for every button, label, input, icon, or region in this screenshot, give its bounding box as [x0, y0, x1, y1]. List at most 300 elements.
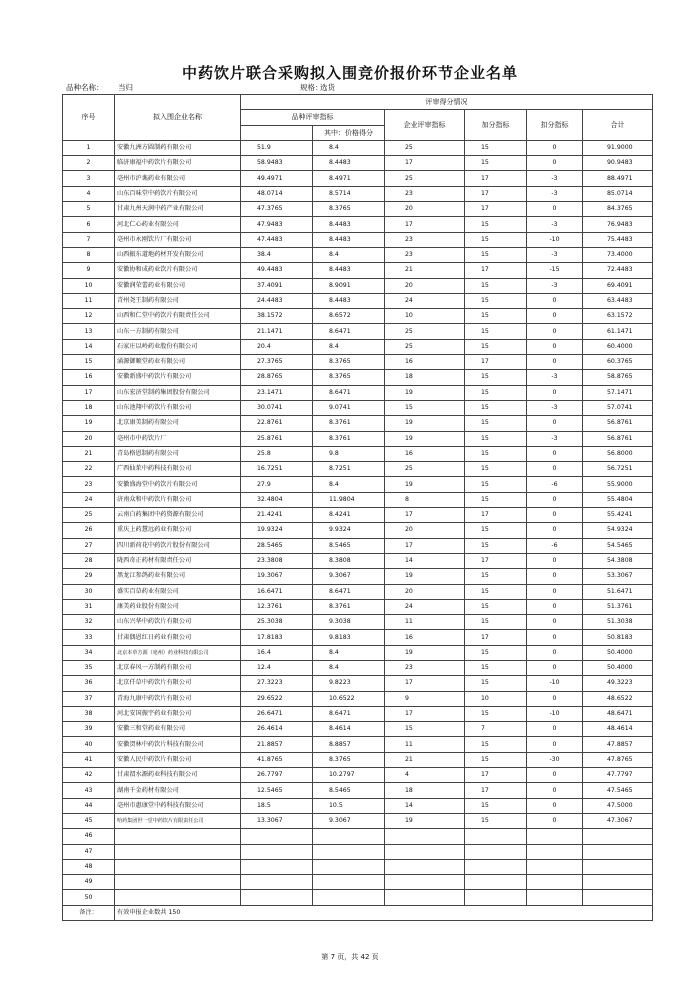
- cell-deduction: 0: [527, 293, 583, 308]
- cell-no: 11: [63, 293, 115, 308]
- cell-total: 56.8000: [583, 446, 653, 461]
- cell-deduction: 0: [527, 324, 583, 339]
- cell-company: 济南众和中药饮片有限公司: [115, 492, 241, 507]
- variety-value: 当归: [118, 83, 133, 92]
- cell-no: 7: [63, 232, 115, 247]
- cell-company-score: 16: [385, 630, 465, 645]
- cell-deduction: 0: [527, 202, 583, 217]
- cell-no: 49: [63, 875, 115, 890]
- cell-company: 广西仙茱中药科技有限公司: [115, 462, 241, 477]
- table-row: [63, 813, 653, 828]
- cell-no: 50: [63, 890, 115, 905]
- cell-company-score: [385, 859, 465, 874]
- cell-price-score: 9.3038: [313, 615, 385, 630]
- cell-company-score: 20: [385, 584, 465, 599]
- cell-company: 安徽三和堂药业有限公司: [115, 722, 241, 737]
- table-row: [63, 584, 653, 599]
- cell-no: 25: [63, 508, 115, 523]
- cell-company: 四川新荷花中药饮片股份有限公司: [115, 538, 241, 553]
- cell-no: 13: [63, 324, 115, 339]
- cell-total: 51.6471: [583, 584, 653, 599]
- cell-deduction: -6: [527, 538, 583, 553]
- cell-no: 40: [63, 737, 115, 752]
- cell-company-score: 20: [385, 202, 465, 217]
- cell-bonus: 10: [465, 691, 527, 706]
- cell-bonus: 17: [465, 553, 527, 568]
- cell-deduction: 0: [527, 599, 583, 614]
- cell-price-score: 9.8: [313, 446, 385, 461]
- cell-price-score: 8.3761: [313, 431, 385, 446]
- cell-deduction: [527, 875, 583, 890]
- cell-deduction: 0: [527, 569, 583, 584]
- cell-company: 河北安国振宇药业有限公司: [115, 706, 241, 721]
- cell-price-score: 9.8183: [313, 630, 385, 645]
- cell-total: 85.0714: [583, 186, 653, 201]
- cell-bonus: 15: [465, 599, 527, 614]
- cell-deduction: 0: [527, 339, 583, 354]
- cell-total: [583, 875, 653, 890]
- table-row: [63, 324, 653, 339]
- cell-variety-score: 23.3808: [241, 553, 313, 568]
- cell-variety-score: 32.4804: [241, 492, 313, 507]
- cell-deduction: -6: [527, 477, 583, 492]
- cell-bonus: 15: [465, 737, 527, 752]
- cell-price-score: [313, 890, 385, 905]
- header-company-index: 企业评审指标: [385, 110, 465, 141]
- header-bonus: 加分指标: [465, 110, 527, 141]
- cell-price-score: 8.5714: [313, 186, 385, 201]
- cell-company-score: 18: [385, 783, 465, 798]
- table-row: [63, 186, 653, 201]
- table-row: [63, 156, 653, 171]
- cell-deduction: -3: [527, 278, 583, 293]
- cell-company: 重庆上药慧远药业有限公司: [115, 523, 241, 538]
- cell-price-score: 8.9091: [313, 278, 385, 293]
- cell-price-score: 8.4483: [313, 232, 385, 247]
- cell-deduction: -10: [527, 706, 583, 721]
- cell-bonus: 15: [465, 645, 527, 660]
- cell-bonus: 15: [465, 339, 527, 354]
- cell-company-score: 17: [385, 217, 465, 232]
- cell-price-score: 8.4: [313, 660, 385, 675]
- cell-bonus: [465, 844, 527, 859]
- cell-no: 5: [63, 202, 115, 217]
- cell-no: 14: [63, 339, 115, 354]
- cell-company: 临济康福中药饮片有限公司: [115, 156, 241, 171]
- cell-bonus: 17: [465, 630, 527, 645]
- cell-company-score: 9: [385, 691, 465, 706]
- header-variety-blank: [241, 125, 313, 140]
- cell-bonus: 15: [465, 309, 527, 324]
- cell-variety-score: 21.4241: [241, 508, 313, 523]
- cell-deduction: -10: [527, 232, 583, 247]
- table-row: [63, 263, 653, 278]
- cell-price-score: 8.6572: [313, 309, 385, 324]
- cell-bonus: 15: [465, 492, 527, 507]
- cell-no: 41: [63, 752, 115, 767]
- cell-total: 57.1471: [583, 385, 653, 400]
- cell-price-score: 8.4483: [313, 293, 385, 308]
- cell-variety-score: 19.3067: [241, 569, 313, 584]
- cell-company-score: 19: [385, 431, 465, 446]
- cell-variety-score: 38.1572: [241, 309, 313, 324]
- cell-deduction: 0: [527, 446, 583, 461]
- header-variety-index: 品种评审指标: [241, 110, 385, 125]
- cell-variety-score: 26.7797: [241, 768, 313, 783]
- cell-company-score: 19: [385, 416, 465, 431]
- cell-company-score: 11: [385, 737, 465, 752]
- cell-no: 31: [63, 599, 115, 614]
- header-deduction: 扣分指标: [527, 110, 583, 141]
- cell-company-score: 25: [385, 140, 465, 155]
- cell-deduction: 0: [527, 722, 583, 737]
- table-row: [63, 890, 653, 905]
- cell-deduction: 0: [527, 737, 583, 752]
- table-row: [63, 844, 653, 859]
- header-total: 合计: [583, 110, 653, 141]
- cell-total: 50.4000: [583, 645, 653, 660]
- cell-company: 安徽九洲方圆制药有限公司: [115, 140, 241, 155]
- cell-price-score: 9.9324: [313, 523, 385, 538]
- cell-company-score: 15: [385, 400, 465, 415]
- cell-deduction: -3: [527, 171, 583, 186]
- cell-no: 43: [63, 783, 115, 798]
- cell-total: 55.4241: [583, 508, 653, 523]
- cell-deduction: 0: [527, 813, 583, 828]
- cell-company: 哈药集团世一堂中药饮片有限责任公司: [115, 813, 241, 828]
- table-row: [63, 339, 653, 354]
- cell-bonus: 15: [465, 324, 527, 339]
- cell-no: 35: [63, 660, 115, 675]
- cell-company: 甘肃九州天润中药产业有限公司: [115, 202, 241, 217]
- table-row: [63, 171, 653, 186]
- cell-price-score: 8.4483: [313, 217, 385, 232]
- cell-total: 88.4971: [583, 171, 653, 186]
- cell-bonus: 15: [465, 156, 527, 171]
- cell-variety-score: 23.1471: [241, 385, 313, 400]
- cell-no: 19: [63, 416, 115, 431]
- table-row: [63, 706, 653, 721]
- table-row: [63, 385, 653, 400]
- table-row: [63, 446, 653, 461]
- cell-variety-score: 41.8765: [241, 752, 313, 767]
- cell-company: 甘肃偶恩红日药业有限公司: [115, 630, 241, 645]
- cell-deduction: 0: [527, 783, 583, 798]
- table-row: [63, 431, 653, 446]
- cell-variety-score: 21.8857: [241, 737, 313, 752]
- cell-bonus: 15: [465, 813, 527, 828]
- cell-no: 33: [63, 630, 115, 645]
- cell-price-score: 8.7251: [313, 462, 385, 477]
- cell-variety-score: [241, 890, 313, 905]
- cell-variety-score: 27.9: [241, 477, 313, 492]
- cell-company: 安徽润荣蕾药业有限公司: [115, 278, 241, 293]
- cell-company: 北京本草方源（亳州）药业科技有限公司: [115, 645, 241, 660]
- cell-bonus: 15: [465, 247, 527, 262]
- cell-price-score: 8.3765: [313, 202, 385, 217]
- table-row: [63, 660, 653, 675]
- cell-company-score: 25: [385, 324, 465, 339]
- cell-price-score: 9.0741: [313, 400, 385, 415]
- cell-company-score: 19: [385, 385, 465, 400]
- cell-variety-score: 51.9: [241, 140, 313, 155]
- cell-total: 57.0741: [583, 400, 653, 415]
- cell-price-score: 8.4241: [313, 508, 385, 523]
- cell-bonus: 15: [465, 293, 527, 308]
- cell-company-score: 19: [385, 813, 465, 828]
- header-score-group: 评审得分情况: [241, 95, 653, 110]
- table-row: [63, 492, 653, 507]
- cell-no: 17: [63, 385, 115, 400]
- cell-bonus: 15: [465, 400, 527, 415]
- cell-variety-score: 13.3067: [241, 813, 313, 828]
- cell-bonus: 15: [465, 462, 527, 477]
- cell-bonus: 17: [465, 783, 527, 798]
- cell-bonus: [465, 875, 527, 890]
- table-row: [63, 798, 653, 813]
- cell-variety-score: 12.5465: [241, 783, 313, 798]
- cell-deduction: -3: [527, 186, 583, 201]
- cell-no: 38: [63, 706, 115, 721]
- cell-bonus: 7: [465, 722, 527, 737]
- cell-deduction: 0: [527, 768, 583, 783]
- cell-bonus: 15: [465, 370, 527, 385]
- cell-deduction: -30: [527, 752, 583, 767]
- cell-company: 涌源御顺堂药业有限公司: [115, 355, 241, 370]
- cell-company-score: [385, 875, 465, 890]
- cell-price-score: [313, 875, 385, 890]
- cell-deduction: 0: [527, 140, 583, 155]
- cell-company-score: 15: [385, 722, 465, 737]
- table-row: [63, 462, 653, 477]
- cell-deduction: -3: [527, 247, 583, 262]
- cell-total: 58.8765: [583, 370, 653, 385]
- cell-no: 26: [63, 523, 115, 538]
- table-row: [63, 309, 653, 324]
- cell-deduction: 0: [527, 691, 583, 706]
- cell-company: 青海九康中药饮片有限公司: [115, 691, 241, 706]
- cell-total: 76.9483: [583, 217, 653, 232]
- table-row: [63, 859, 653, 874]
- cell-variety-score: 49.4483: [241, 263, 313, 278]
- cell-company: 安徽贺林中药饮片科技有限公司: [115, 737, 241, 752]
- cell-company-score: 20: [385, 278, 465, 293]
- cell-bonus: 15: [465, 706, 527, 721]
- cell-company-score: 17: [385, 538, 465, 553]
- cell-deduction: 0: [527, 462, 583, 477]
- cell-price-score: [313, 829, 385, 844]
- cell-company-score: 17: [385, 676, 465, 691]
- cell-bonus: 15: [465, 416, 527, 431]
- table-row: [63, 278, 653, 293]
- cell-bonus: [465, 829, 527, 844]
- cell-company-score: 17: [385, 508, 465, 523]
- cell-variety-score: 26.6471: [241, 706, 313, 721]
- cell-variety-score: 16.6471: [241, 584, 313, 599]
- cell-no: 9: [63, 263, 115, 278]
- cell-no: 37: [63, 691, 115, 706]
- cell-price-score: 9.3067: [313, 813, 385, 828]
- note-label: 备注：: [63, 905, 115, 920]
- cell-company-score: 25: [385, 339, 465, 354]
- cell-total: 49.3223: [583, 676, 653, 691]
- cell-company-score: [385, 890, 465, 905]
- cell-price-score: 8.6471: [313, 385, 385, 400]
- cell-company-score: 19: [385, 477, 465, 492]
- cell-company-score: 14: [385, 798, 465, 813]
- cell-no: 20: [63, 431, 115, 446]
- cell-company-score: 16: [385, 355, 465, 370]
- cell-no: 15: [63, 355, 115, 370]
- cell-total: 47.5465: [583, 783, 653, 798]
- cell-variety-score: 47.4483: [241, 232, 313, 247]
- cell-total: 54.9324: [583, 523, 653, 538]
- cell-deduction: -3: [527, 217, 583, 232]
- cell-variety-score: 47.3765: [241, 202, 313, 217]
- cell-bonus: 17: [465, 202, 527, 217]
- cell-price-score: 8.3808: [313, 553, 385, 568]
- cell-no: 48: [63, 859, 115, 874]
- cell-company: 山东百味堂中药饮片有限公司: [115, 186, 241, 201]
- cell-bonus: 15: [465, 232, 527, 247]
- table-row: [63, 232, 653, 247]
- cell-no: 21: [63, 446, 115, 461]
- cell-total: 51.3761: [583, 599, 653, 614]
- cell-company-score: 23: [385, 660, 465, 675]
- cell-company-score: 18: [385, 370, 465, 385]
- cell-no: 24: [63, 492, 115, 507]
- table-row: [63, 370, 653, 385]
- cell-company-score: 23: [385, 247, 465, 262]
- cell-total: 53.3067: [583, 569, 653, 584]
- cell-no: 23: [63, 477, 115, 492]
- cell-price-score: 8.4: [313, 247, 385, 262]
- cell-price-score: 8.4: [313, 645, 385, 660]
- cell-company: 山西和仁堂中药饮片有限责任公司: [115, 309, 241, 324]
- cell-price-score: 8.4: [313, 140, 385, 155]
- table-row: [63, 202, 653, 217]
- cell-deduction: 0: [527, 492, 583, 507]
- cell-price-score: 10.5: [313, 798, 385, 813]
- cell-no: 45: [63, 813, 115, 828]
- cell-variety-score: 24.4483: [241, 293, 313, 308]
- table-row: [63, 676, 653, 691]
- cell-company-score: [385, 829, 465, 844]
- page-footer: 第 7 页，共 42 页: [321, 953, 379, 961]
- cell-deduction: -3: [527, 370, 583, 385]
- cell-no: 10: [63, 278, 115, 293]
- cell-deduction: -3: [527, 400, 583, 415]
- table-row: [63, 645, 653, 660]
- cell-no: 36: [63, 676, 115, 691]
- cell-deduction: 0: [527, 645, 583, 660]
- cell-variety-score: 17.8183: [241, 630, 313, 645]
- cell-total: [583, 890, 653, 905]
- cell-price-score: 8.4: [313, 477, 385, 492]
- cell-total: 73.4000: [583, 247, 653, 262]
- cell-total: 60.3765: [583, 355, 653, 370]
- cell-no: 4: [63, 186, 115, 201]
- cell-company: [115, 875, 241, 890]
- cell-total: 47.5000: [583, 798, 653, 813]
- cell-no: 22: [63, 462, 115, 477]
- cell-variety-score: [241, 829, 313, 844]
- cell-total: 48.6522: [583, 691, 653, 706]
- spec-label: 规格：: [300, 83, 323, 92]
- cell-company-score: [385, 844, 465, 859]
- cell-company: 青岛格恩制药有限公司: [115, 446, 241, 461]
- cell-variety-score: 12.3761: [241, 599, 313, 614]
- cell-no: 39: [63, 722, 115, 737]
- cell-company: 黑龙江参鸽药业有限公司: [115, 569, 241, 584]
- cell-no: 44: [63, 798, 115, 813]
- cell-bonus: 15: [465, 217, 527, 232]
- cell-variety-score: 19.9324: [241, 523, 313, 538]
- cell-bonus: 17: [465, 508, 527, 523]
- cell-price-score: 8.3765: [313, 355, 385, 370]
- cell-deduction: -15: [527, 263, 583, 278]
- cell-variety-score: 12.4: [241, 660, 313, 675]
- cell-total: 69.4091: [583, 278, 653, 293]
- cell-deduction: -3: [527, 431, 583, 446]
- cell-total: 54.3808: [583, 553, 653, 568]
- cell-variety-score: 22.8761: [241, 416, 313, 431]
- header-no: 序号: [63, 95, 115, 141]
- cell-price-score: 8.6471: [313, 324, 385, 339]
- table-row: [63, 615, 653, 630]
- cell-company: 安徽协和成药业饮片有限公司: [115, 263, 241, 278]
- cell-price-score: 8.4614: [313, 722, 385, 737]
- cell-total: 63.4483: [583, 293, 653, 308]
- cell-variety-score: [241, 844, 313, 859]
- cell-deduction: 0: [527, 798, 583, 813]
- table-row: [63, 400, 653, 415]
- cell-bonus: 17: [465, 263, 527, 278]
- cell-company: 山东兴华中药饮片有限公司: [115, 615, 241, 630]
- variety-label: 品种名称：: [66, 83, 104, 92]
- cell-company: 青州尧王制药有限公司: [115, 293, 241, 308]
- cell-deduction: 0: [527, 416, 583, 431]
- cell-company-score: 23: [385, 186, 465, 201]
- cell-deduction: 0: [527, 660, 583, 675]
- cell-variety-score: 25.3038: [241, 615, 313, 630]
- table-row: [63, 722, 653, 737]
- cell-price-score: 8.3765: [313, 752, 385, 767]
- cell-company-score: 10: [385, 309, 465, 324]
- cell-company: 北京仟草中药饮片有限公司: [115, 676, 241, 691]
- cell-bonus: 15: [465, 569, 527, 584]
- cell-no: 27: [63, 538, 115, 553]
- cell-company: 安徽盛海堂中药饮片有限公司: [115, 477, 241, 492]
- cell-variety-score: 21.1471: [241, 324, 313, 339]
- table-row: [63, 829, 653, 844]
- cell-no: 47: [63, 844, 115, 859]
- cell-price-score: 8.3761: [313, 416, 385, 431]
- cell-total: 50.8183: [583, 630, 653, 645]
- cell-total: 47.8857: [583, 737, 653, 752]
- cell-total: 56.8761: [583, 416, 653, 431]
- cell-company-score: 25: [385, 171, 465, 186]
- cell-company: 山西振东道地药材开发有限公司: [115, 247, 241, 262]
- cell-company: [115, 844, 241, 859]
- header-price-score: 其中：价格得分: [313, 125, 385, 140]
- cell-variety-score: 16.4: [241, 645, 313, 660]
- cell-price-score: 8.4483: [313, 156, 385, 171]
- cell-bonus: 15: [465, 278, 527, 293]
- cell-no: 30: [63, 584, 115, 599]
- cell-company-score: 23: [385, 232, 465, 247]
- cell-price-score: [313, 844, 385, 859]
